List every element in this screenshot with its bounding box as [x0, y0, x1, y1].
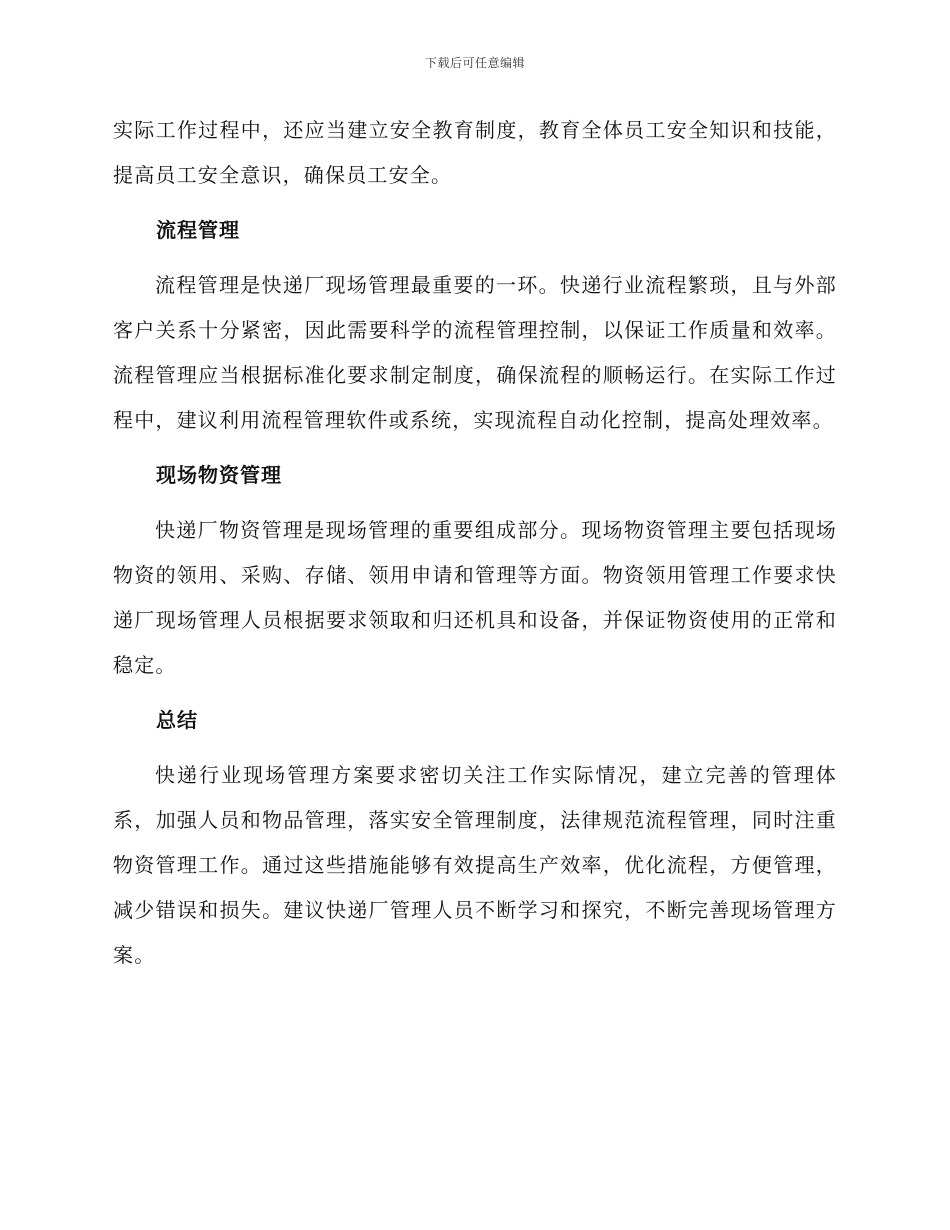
- heading-process-management: 流程管理: [156, 218, 240, 242]
- paragraph-summary: 快递行业现场管理方案要求密切关注工作实际情况，建立完善的管理体系，加强人员和物品管理，落实安全管理制度，法律规范流程管理，同时注重物资管理工作。通过这些措施能够有效提高生产效率，优化流程，方便管理，减少错误和损失。建议快递厂管理人员不断学习和探究，不断完善现场管理方案。: [113, 763, 837, 967]
- continuation-paragraph: 实际工作过程中，还应当建立安全教育制度，教育全体员工安全知识和技能，提高员工安全意识，确保员工安全。: [113, 118, 837, 187]
- paragraph-process-management: 流程管理是快递厂现场管理最重要的一环。快递行业流程繁琐，且与外部客户关系十分紧密，因此需要科学的流程管理控制，以保证工作质量和效率。流程管理应当根据标准化要求制定制度，确保流程的顺畅运行。在实际工作过程中，建议利用流程管理软件或系统，实现流程自动化控制，提高处理效率。: [113, 273, 837, 432]
- heading-summary: 总结: [156, 708, 198, 732]
- heading-materials-management: 现场物资管理: [156, 463, 282, 487]
- header-note: 下载后可任意编辑: [424, 56, 525, 70]
- document-body: [113, 108, 837, 978]
- paragraph-materials-management: 快递厂物资管理是现场管理的重要组成部分。现场物资管理主要包括现场物资的领用、采购、存储、领用申请和管理等方面。物资领用管理工作要求快递厂现场管理人员根据要求领取和归还机具和设备，并保证物资使用的正常和稳定。: [113, 518, 837, 677]
